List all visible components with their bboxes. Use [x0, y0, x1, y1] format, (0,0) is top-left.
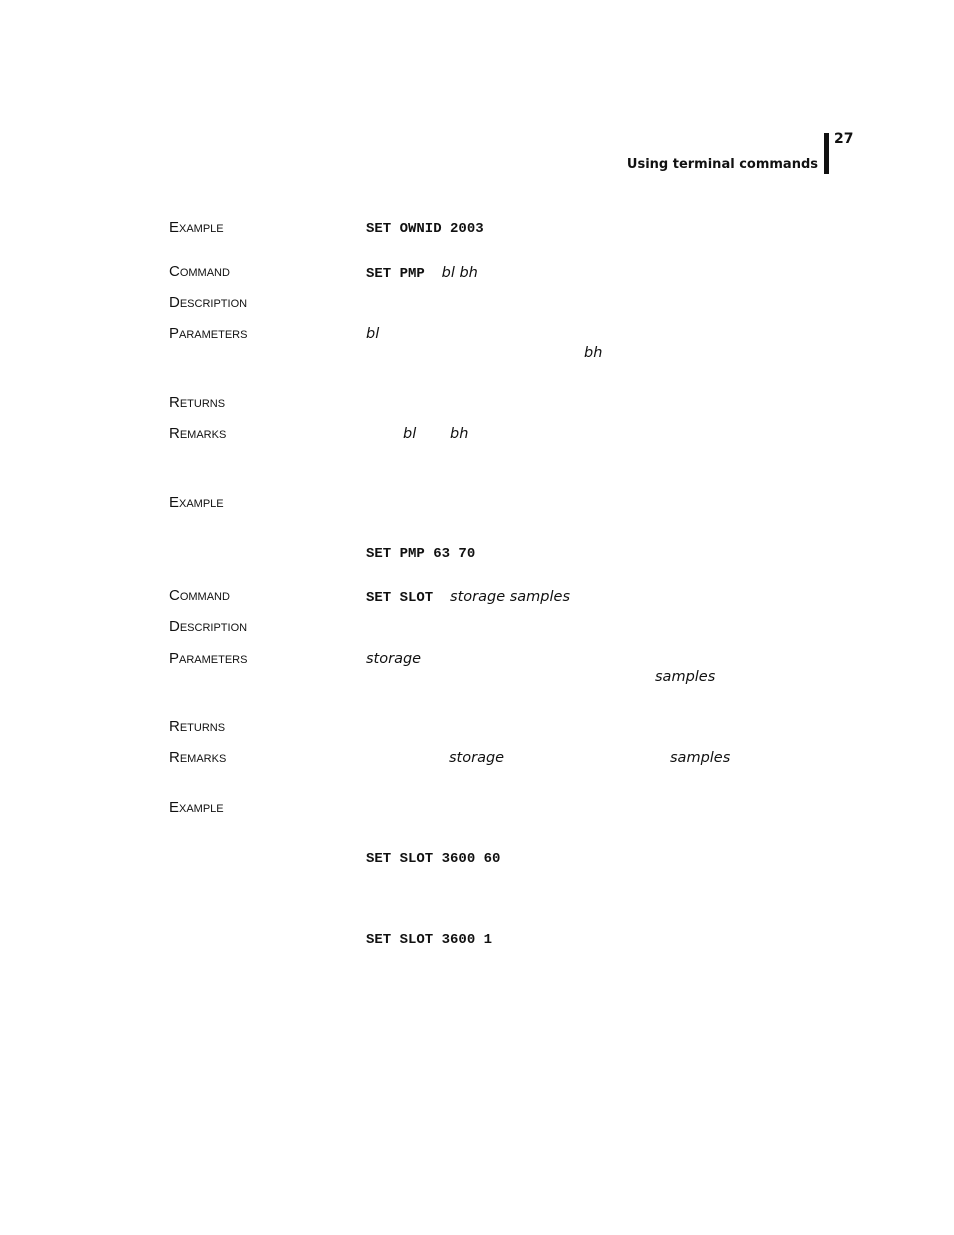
pmp-param-bl: bl [366, 326, 380, 342]
command-label: Command [169, 587, 230, 604]
slot-example-code-1: SET SLOT 3600 60 [366, 851, 501, 867]
command-label: Command [169, 263, 230, 280]
remarks-label: Remarks [169, 749, 227, 766]
example-label: Example [169, 219, 224, 236]
slot-param-storage: storage [366, 651, 422, 667]
pmp-command-code: SET PMP [366, 266, 425, 282]
pmp-remark-bl: bl [403, 426, 417, 442]
remarks-label: Remarks [169, 425, 227, 442]
slot-command-code: SET SLOT [366, 590, 434, 606]
description-label: Description [169, 618, 248, 635]
slot-remark-samples: samples [670, 750, 731, 766]
ownid-example-code: SET OWNID 2003 [366, 221, 484, 237]
pmp-command-args: bl bh [441, 265, 478, 281]
slot-param-samples: samples [655, 669, 716, 685]
returns-label: Returns [169, 394, 226, 411]
slot-remark-storage: storage [449, 750, 505, 766]
slot-command-args: storage samples [450, 589, 570, 605]
description-label: Description [169, 294, 248, 311]
slot-example-code-2: SET SLOT 3600 1 [366, 932, 493, 948]
parameters-label: Parameters [169, 325, 248, 342]
example-label: Example [169, 494, 224, 511]
returns-label: Returns [169, 718, 226, 735]
parameters-label: Parameters [169, 650, 248, 667]
slot-command [366, 588, 570, 607]
pmp-remark-bh: bh [450, 426, 469, 442]
page-number: 27 [834, 131, 854, 147]
pmp-param-bh: bh [584, 345, 603, 361]
header-rule [824, 133, 829, 174]
pmp-example-code: SET PMP 63 70 [366, 546, 476, 562]
pmp-command [366, 264, 478, 283]
running-title: Using terminal commands [626, 157, 818, 172]
example-label: Example [169, 799, 224, 816]
